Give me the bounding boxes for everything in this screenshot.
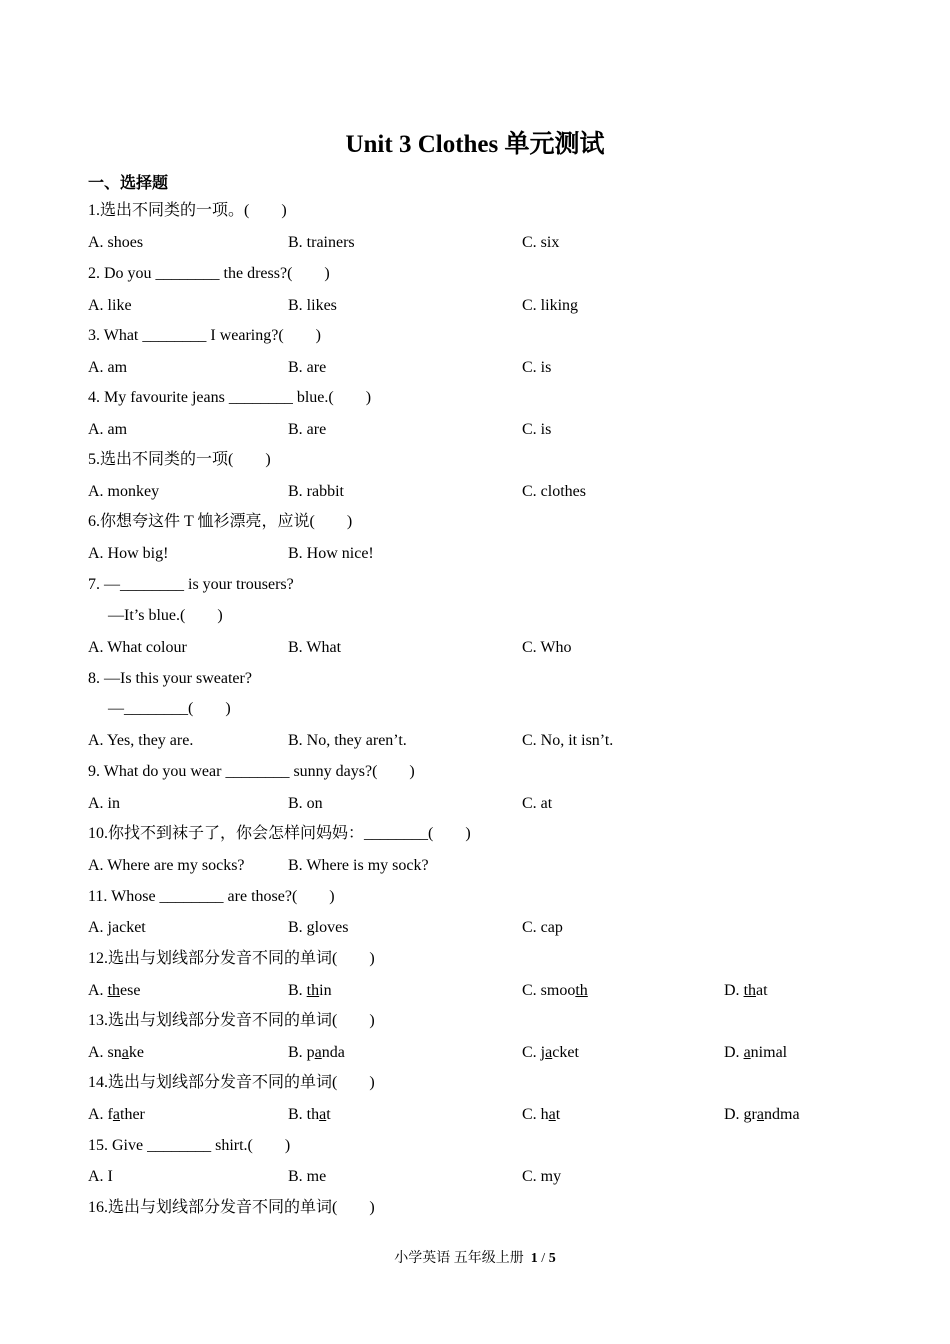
question-16: 16.选出与划线部分发音不同的单词( ) [88,1199,375,1216]
question-12: 12.选出与划线部分发音不同的单词( ) [88,950,375,967]
q10-option-a: A. Where are my socks? [88,857,245,874]
q12-option-b: B. thin [288,982,332,999]
question-15: 15. Give ________ shirt.( ) [88,1137,291,1154]
q1-option-a: A. shoes [88,234,144,251]
footer-page-number: 1 [530,1251,538,1266]
q6-option-a: A. How big! [88,545,169,562]
q2-option-a: A. like [88,297,132,314]
question-7: 7. —________ is your trousers? [88,576,294,593]
q8-option-c: C. No, it isn’t. [522,732,614,749]
q1-option-b: B. trainers [288,234,355,251]
q14-option-b: B. that [288,1106,331,1123]
q2-option-b: B. likes [288,297,337,314]
q6-option-b: B. How nice! [288,545,374,562]
q10-option-b: B. Where is my sock? [288,857,429,874]
question-7-line-2: —It’s blue.( ) [108,607,223,624]
q7-option-a: A. What colour [88,639,187,656]
question-14: 14.选出与划线部分发音不同的单词( ) [88,1074,375,1091]
q4-option-c: C. is [522,421,552,438]
question-3: 3. What ________ I wearing?( ) [88,327,321,344]
footer-label: 小学英语 五年级上册 [394,1251,524,1266]
q3-option-c: C. is [522,359,552,376]
question-4: 4. My favourite jeans ________ blue.( ) [88,389,372,406]
q11-option-b: B. gloves [288,919,349,936]
q9-option-b: B. on [288,795,323,812]
q11-option-c: C. cap [522,919,563,936]
q5-option-a: A. monkey [88,483,160,500]
q14-option-c: C. hat [522,1106,561,1123]
q2-option-c: C. liking [522,297,579,314]
q4-option-a: A. am [88,421,128,438]
question-6: 6.你想夸这件 T 恤衫漂亮，应说( ) [88,513,353,530]
q15-option-b: B. me [288,1168,327,1185]
q3-option-b: B. are [288,359,327,376]
question-5: 5.选出不同类的一项( ) [88,451,271,468]
q12-option-c: C. smooth [522,982,588,999]
question-8: 8. —Is this your sweater? [88,670,252,687]
q7-option-c: C. Who [522,639,572,656]
q13-option-c: C. jacket [522,1044,579,1061]
q9-option-c: C. at [522,795,553,812]
q4-option-b: B. are [288,421,327,438]
q9-option-a: A. in [88,795,120,812]
q14-option-a: A. father [88,1106,145,1123]
q15-option-c: C. my [522,1168,562,1185]
question-8-line-2: —________( ) [108,700,231,717]
q8-option-b: B. No, they aren’t. [288,732,407,749]
q13-option-b: B. panda [288,1044,345,1061]
section-heading: 一、选择题 [88,175,169,192]
q5-option-c: C. clothes [522,483,586,500]
q14-option-d: D. grandma [724,1106,800,1123]
question-9: 9. What do you wear ________ sunny days?( ) [88,763,415,780]
q12-option-a: A. these [88,982,141,999]
q13-option-a: A. snake [88,1044,144,1061]
q1-option-c: C. six [522,234,560,251]
question-11: 11. Whose ________ are those?( ) [88,888,335,905]
question-10: 10.你找不到袜子了，你会怎样问妈妈：________( ) [88,825,471,842]
q7-option-b: B. What [288,639,342,656]
q15-option-a: A. I [88,1168,113,1185]
question-2: 2. Do you ________ the dress?( ) [88,265,330,282]
q5-option-b: B. rabbit [288,483,344,500]
q12-option-d: D. that [724,982,768,999]
q3-option-a: A. am [88,359,128,376]
q8-option-a: A. Yes, they are. [88,732,194,749]
question-1: 1.选出不同类的一项。( ) [88,202,287,219]
footer-separator: / [537,1251,549,1266]
q11-option-a: A. jacket [88,919,146,936]
page-footer [0,1247,950,1267]
page-title: Unit 3 Clothes 单元测试 [345,131,605,158]
q13-option-d: D. animal [724,1044,788,1061]
footer-page-total: 5 [548,1251,556,1266]
question-13: 13.选出与划线部分发音不同的单词( ) [88,1012,375,1029]
